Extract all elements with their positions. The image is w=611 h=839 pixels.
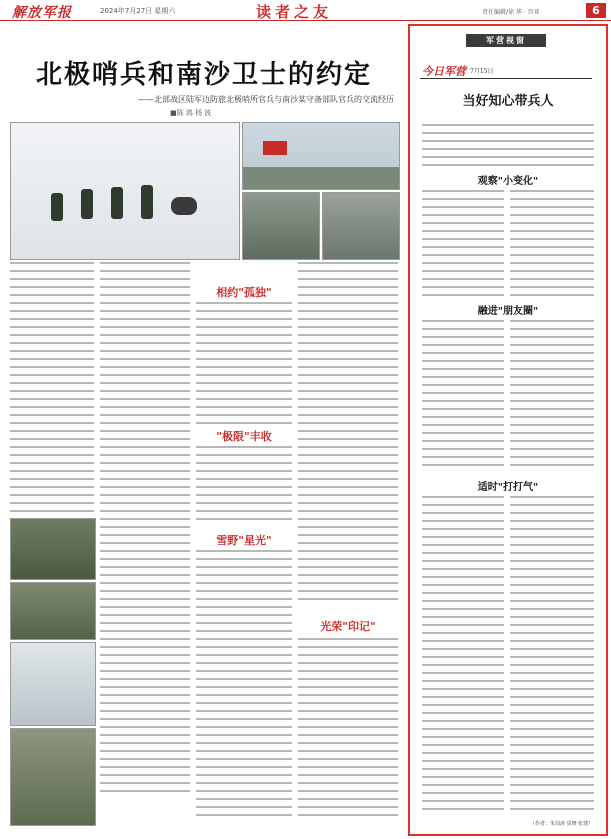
- column-section-title-3: 适时"打打气": [477, 482, 539, 493]
- editors-line: 责任编辑/徐 华 · 宫亚: [482, 9, 540, 16]
- lead-subsection-title-4: 光荣"印记": [320, 620, 376, 633]
- column-headline: 当好知心带兵人: [462, 94, 554, 109]
- lead-headline: 北极哨兵和南沙卫士的约定: [35, 60, 372, 90]
- lead-article: [10, 26, 398, 831]
- lead-text-col-3: [196, 302, 292, 426]
- column-box: [408, 24, 608, 836]
- column-text-3b: [510, 496, 594, 814]
- photo-monument: [242, 192, 320, 260]
- lead-text-col-4: [196, 446, 292, 526]
- lead-text-col-2: [100, 262, 190, 792]
- column-section-title-1: 观察"小变化": [477, 176, 539, 187]
- column-date: 7月15日: [470, 68, 494, 75]
- lead-text-col-5: [196, 550, 292, 820]
- column-logo: 今日军营: [422, 65, 466, 78]
- lead-subsection-title-2: "极限"丰收: [216, 430, 272, 443]
- column-text-2a: [422, 320, 504, 472]
- column-text-2b: [510, 320, 594, 472]
- photo-island-flag: [242, 122, 400, 190]
- section-title: 读者之友: [255, 3, 332, 21]
- page-number-badge: 6: [586, 3, 606, 18]
- masthead: [0, 0, 611, 21]
- lead-text-col-6: [298, 262, 398, 604]
- column-tag: 军营视窗: [466, 34, 546, 47]
- column-section-title-2: 融进"朋友圈": [477, 306, 539, 317]
- photo-soldiers-snow: [10, 122, 240, 260]
- photo-soldiers-group: [10, 582, 96, 640]
- column-author: （作者：朱周涛 周晓 张建）: [530, 821, 594, 827]
- column-text-1a: [422, 190, 504, 296]
- column-text-3a: [422, 496, 504, 814]
- photo-soldiers-portrait: [10, 728, 96, 826]
- lead-text-col-1: [10, 262, 94, 512]
- lead-subsection-title-3: 雪野"星光": [216, 534, 272, 547]
- column-text-1b: [510, 190, 594, 296]
- lead-subsection-title-1: 相约"孤独": [216, 286, 272, 299]
- photo-soldiers-training: [10, 518, 96, 580]
- photo-soldier-close: [322, 192, 400, 260]
- lead-byline: ■陈 鸿 杨 波: [170, 109, 212, 117]
- column-intro-text: [422, 124, 594, 166]
- photo-outpost-building: [10, 642, 96, 726]
- newspaper-logo: 解放军报: [12, 5, 72, 21]
- lead-text-col-7: [298, 638, 398, 822]
- lead-subhead: ——北部战区陆军边防旅北极哨所官兵与南沙某守备部队官兵的交流经历: [138, 95, 394, 104]
- column-rule: [420, 78, 592, 79]
- issue-date: 2024年7月27日 星期六: [100, 7, 176, 15]
